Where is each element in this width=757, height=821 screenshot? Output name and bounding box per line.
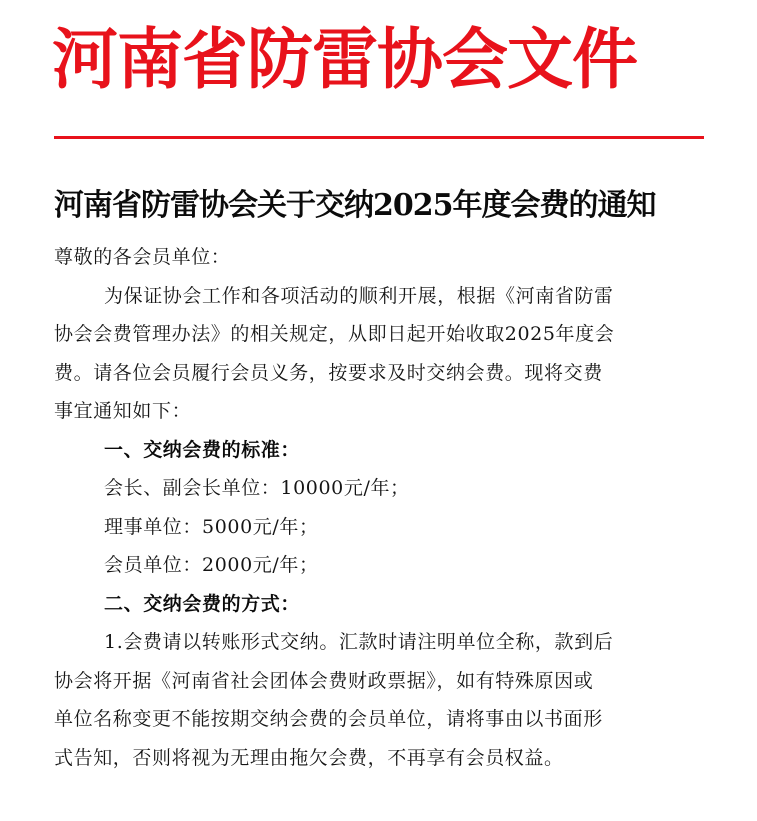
paragraph-line: 协会会费管理办法》的相关规定，从即日起开始收取2025年度会 (54, 323, 615, 345)
fee-item: 会长、副会长单位：10000元/年； (104, 477, 410, 499)
document-title: 河南省防雷协会关于交纳2025年度会费的通知 (54, 188, 656, 223)
paragraph-line: 费。请各位会员履行会员义务，按要求及时交纳会费。现将交费 (54, 361, 603, 384)
salutation: 尊敬的各会员单位： (54, 246, 231, 268)
fee-item: 理事单位：5000元/年； (104, 515, 319, 538)
paragraph-line: 1.会费请以转账形式交纳。汇款时请注明单位全称，款到后 (104, 631, 614, 653)
fee-item: 会员单位：2000元/年； (104, 554, 319, 576)
section-heading-fee-standard: 一、交纳会费的标准： (104, 438, 301, 461)
paragraph-line: 为保证协会工作和各项活动的顺利开展，根据《河南省防雷 (104, 284, 614, 307)
section-heading-payment-method: 二、交纳会费的方式： (104, 592, 301, 615)
paragraph-line: 事宜通知如下： (54, 400, 192, 422)
paragraph-line: 式告知，否则将视为无理由拖欠会费，不再享有会员权益。 (54, 746, 564, 769)
paragraph-line: 协会将开据《河南省社会团体会费财政票据》，如有特殊原因或 (54, 669, 594, 692)
document-body (54, 238, 712, 777)
paragraph-line: 单位名称变更不能按期交纳会费的会员单位，请将事由以书面形 (54, 708, 603, 730)
red-divider-line (54, 136, 704, 139)
letterhead-title: 河南省防雷协会文件 (52, 21, 637, 98)
